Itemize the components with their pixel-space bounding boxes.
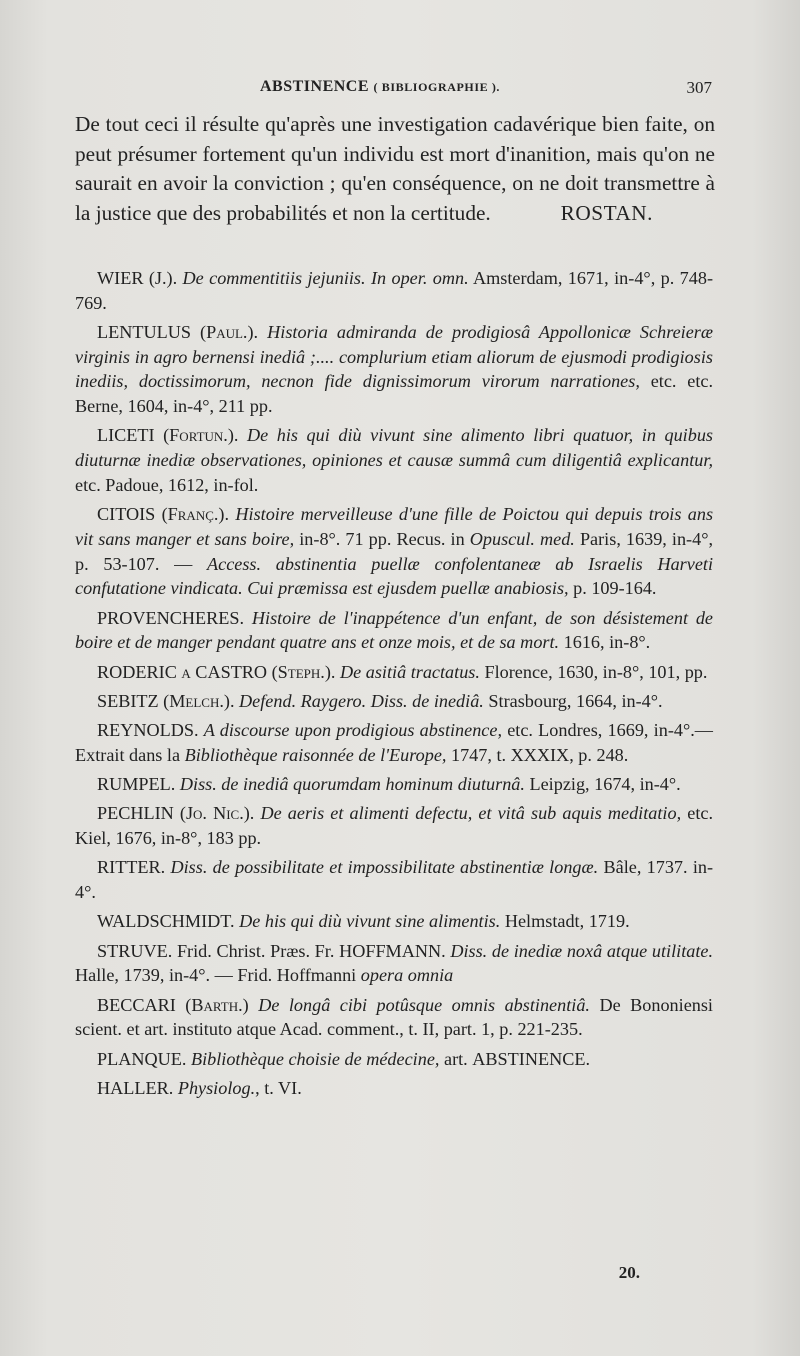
entry-title: Physiolog. [177,1078,256,1098]
entry-title-2: Diss. de inediæ noxâ atque utilitate. [450,940,714,961]
rostan-quote [75,110,715,228]
entry-author-2: ABSTINENCE. [472,1048,590,1069]
entry-imprint: in-8°. 71 pp. Recus. in [299,528,465,549]
entry-title: Bibliothèque choisie de médecine, [190,1048,440,1069]
entry-author: HALLER. [97,1078,174,1098]
bib-entry-citois [75,502,713,601]
entry-author: BECCARI (Barth.) [97,994,249,1015]
entry-title: Diss. de possibilitate et impossibilitate abstinentiæ longæ. [170,857,599,878]
entry-imprint: De Bononiensi scient. et art. instituto atque Acad. comment., t. II, part. 1, p. 221-235. [75,994,713,1040]
folio-signature: 20. [618,1263,640,1282]
entry-imprint: etc. Kiel, 1676, in-8°, 183 pp. [75,803,713,849]
entry-title: De longâ cibi potûsque omnis abstinentiâ. [258,994,590,1015]
quote-text: De tout ceci il résulte qu'après une investigation cadavérique bien faite, on peut présumer fortement qu'un individu est mort d'inanition, mais qu'on ne saurait en avoir la conviction ; qu'en conséquence, on ne doit transmettre à la justice que des probabilités et non la certitude. [75,112,715,225]
entry-title: Historia admiranda de prodigiosâ Appollonicæ Schreieræ virginis in agro bernensi inediâ ;.... complurium etiam aliorum de ejusmodi prodigiosis inediis, doctissimorum, necnon fide dignissimorum virorum narrationes, [75,322,713,392]
entry-imprint: Leipzig, 1674, in-4°. [529,774,681,795]
entry-imprint: Frid. Christ. Præs. Fr. [176,940,335,961]
bib-entry-planque [75,1047,713,1072]
entry-author: STRUVE. [97,940,173,961]
bib-entry-lentulus [75,320,713,419]
entry-imprint: etc. Londres, 1669, in-4°.—Extrait dans la [75,720,713,765]
entry-author: RUMPEL. [97,774,176,795]
running-head-subtitle: ( BIBLIOGRAPHIE ). [373,80,501,94]
entry-title: Histoire merveilleuse d'une fille de Poictou qui depuis trois ans vit sans manger et sans boire, [75,504,714,549]
entry-author: RITTER. [97,857,166,878]
entry-author: WIER (J.). [97,268,178,288]
running-head [75,78,712,102]
entry-title: De his qui diù vivunt sine alimentis. [239,911,501,932]
entry-title: De asitiâ tractatus. [339,661,480,682]
bib-entry-reynolds [75,718,713,767]
entry-imprint-3: p. 109-164. [573,578,657,599]
entry-author: RODERIC a CASTRO (Steph.). [97,661,336,682]
entry-imprint: Amsterdam, 1671, in-4°, p. 748-769. [75,268,713,313]
entry-title: Defend. Raygero. Diss. de inediâ. [239,690,484,711]
bib-entry-beccari [75,993,713,1042]
entry-title: De commentitiis jejuniis. In oper. omn. [182,268,469,288]
entry-author-2: HOFFMANN. [339,940,446,961]
entry-title: A discourse upon prodigious abstinence, [203,720,502,741]
entry-title-2: Bibliothèque raisonnée de l'Europe, [184,744,447,765]
bib-entry-sebitz [75,689,713,714]
entry-author: WALDSCHMIDT. [97,911,235,932]
bibliography-list [75,266,713,1105]
entry-imprint: Florence, 1630, in-8°, 101, pp. [484,661,708,682]
bib-entry-roderic [75,660,713,685]
running-head-title: ABSTINENCE ( BIBLIOGRAPHIE ). [260,78,501,95]
entry-author: CITOIS (Franç.). [97,504,230,525]
entry-title: De his qui diù vivunt sine alimento libri quatuor, in quibus diuturnæ inediæ observationes, opiniones et causæ summâ cum diligentiâ explicantur, [75,425,713,471]
entry-author: PROVENCHERES. [97,607,245,628]
entry-author: PLANQUE. [97,1048,187,1069]
entry-title: Histoire de l'inappétence d'un enfant, de son désistement de boire et de manger pendant quatre ans et onze mois, et de sa mort. [75,607,714,653]
bib-entry-provencheres [75,606,713,655]
entry-imprint-2: 1747, t. XXXIX, p. 248. [450,744,629,765]
entry-imprint-2: Paris, 1639, in-4°, p. 53-107. — [75,528,714,574]
bib-entry-haller [75,1076,713,1101]
entry-imprint: etc. Padoue, 1612, in-fol. [75,474,259,495]
entry-imprint: , t. VI. [255,1078,302,1098]
entry-author: SEBITZ (Melch.). [97,690,235,711]
entry-imprint: etc. etc. Berne, 1604, in-4°, 211 pp. [75,371,714,417]
bib-entry-ritter [75,855,713,904]
page-number: 307 [686,78,712,97]
entry-imprint: 1616, in-8°. [563,632,651,653]
entry-imprint: Bâle, 1737. in-4°. [75,857,714,903]
quote-paragraph [75,110,715,228]
entry-author: LICETI (Fortun.). [97,425,239,446]
entry-title-2: Opuscul. med. [469,528,575,549]
bib-entry-wier [75,266,713,315]
entry-author: PECHLIN (Jo. Nic.). [97,803,255,824]
entry-title: Diss. de inediâ quorumdam hominum diuturnâ. [179,774,525,795]
entry-imprint: Strasbourg, 1664, in-4°. [488,690,663,711]
bib-entry-struve [75,939,713,988]
entry-title-3: Access. abstinentia puellæ confolentaneæ ab Israelis Harveti confutatione vindicata. Cui præmissa est ejusdem puellæ anabiosis, [75,553,713,599]
entry-author: LENTULUS (Paul.). [97,322,259,342]
entry-title: De aeris et alimenti defectu, et vitâ sub aquis meditatio, [260,803,682,824]
entry-title-3: opera omnia [360,965,454,986]
entry-author: REYNOLDS. [97,720,199,741]
bib-entry-waldschmidt [75,909,713,934]
entry-imprint-2: Halle, 1739, in-4°. — Frid. Hoffmanni [75,965,357,986]
bib-entry-liceti [75,423,713,497]
entry-imprint: Helmstadt, 1719. [504,911,630,932]
entry-imprint: art. [444,1048,468,1069]
bib-entry-rumpel [75,772,713,797]
bib-entry-pechlin [75,801,713,850]
quote-author: ROSTAN. [560,200,653,225]
